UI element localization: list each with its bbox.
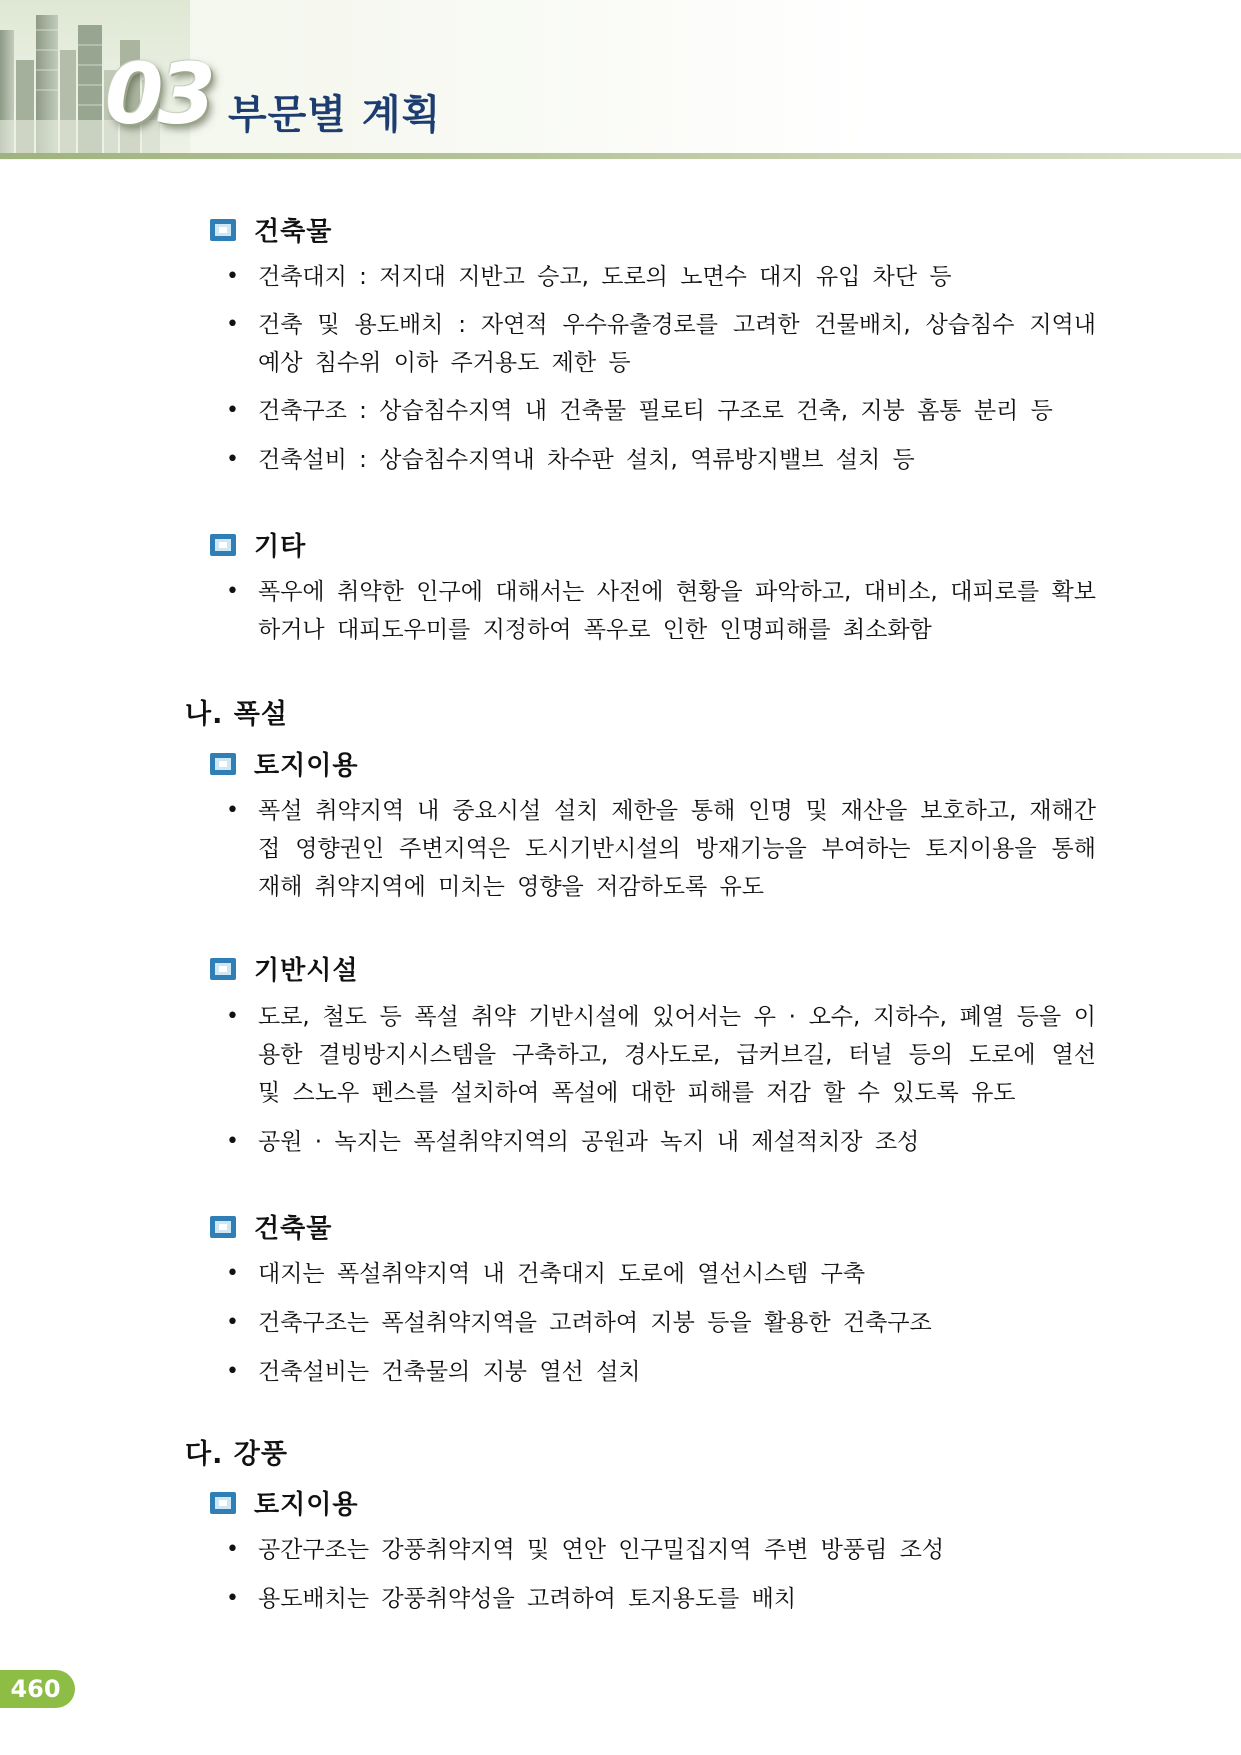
bullet-dot-icon: • (226, 1261, 239, 1286)
list-item: • 공원 · 녹지는 폭설취약지역의 공원과 녹지 내 제설적치장 조성 (226, 1123, 1096, 1161)
square-bullet-icon (210, 219, 236, 241)
bullet-dot-icon: • (226, 264, 239, 289)
list-item: • 용도배치는 강풍취약성을 고려하여 토지용도를 배치 (226, 1580, 1096, 1618)
bullet-dot-icon: • (226, 1310, 239, 1335)
bullet-dot-icon: • (226, 1359, 239, 1384)
square-bullet-icon (210, 1492, 236, 1514)
header-divider (0, 153, 1241, 159)
list-item: • 공간구조는 강풍취약지역 및 연안 인구밀집지역 주변 방풍림 조성 (226, 1531, 1096, 1569)
page-number: 460 (0, 1670, 75, 1708)
bullet-dot-icon: • (226, 1537, 239, 1562)
section-heading-heavy-snow: 나. 폭설 (185, 699, 288, 730)
list-item: • 폭설 취약지역 내 중요시설 설치 제한을 통해 인명 및 재산을 보호하고, 재해간접 영향권인 주변지역은 도시기반시설의 방재기능을 부여하는 토지이용을 통해 재해 취약지역에 미치는 영향을 저감하도록 유도 (226, 792, 1096, 906)
subheading-infrastructure: 기반시설 (210, 950, 358, 987)
subheading-building-snow: 건축물 (210, 1208, 332, 1245)
bullet-dot-icon: • (226, 398, 239, 423)
bullet-dot-icon: • (226, 447, 239, 472)
list-item: • 건축대지 : 저지대 지반고 승고, 도로의 노면수 대지 유입 차단 등 (226, 258, 1096, 296)
chapter-number: 03 (105, 45, 210, 143)
bullet-dot-icon: • (226, 1129, 239, 1154)
section-heading-strong-wind: 다. 강풍 (185, 1439, 288, 1470)
list-item: • 도로, 철도 등 폭설 취약 기반시설에 있어서는 우 · 오수, 지하수, 폐열 등을 이용한 결빙방지시스템을 구축하고, 경사도로, 급커브길, 터널 등의 도로에 열선 및 스노우 펜스를 설치하여 폭설에 대한 피해를 저감 할 수 있도록 유도 (226, 998, 1096, 1112)
bullet-dot-icon: • (226, 1004, 239, 1029)
list-item: • 건축설비 : 상습침수지역내 차수판 설치, 역류방지밸브 설치 등 (226, 441, 1096, 479)
list-item: • 건축 및 용도배치 : 자연적 우수유출경로를 고려한 건물배치, 상습침수 지역내 예상 침수위 이하 주거용도 제한 등 (226, 306, 1096, 382)
square-bullet-icon (210, 1216, 236, 1238)
list-item: • 건축설비는 건축물의 지붕 열선 설치 (226, 1353, 1096, 1391)
list-item: • 폭우에 취약한 인구에 대해서는 사전에 현황을 파악하고, 대비소, 대피로를 확보하거나 대피도우미를 지정하여 폭우로 인한 인명피해를 최소화함 (226, 573, 1096, 649)
bullet-dot-icon: • (226, 312, 239, 337)
list-item: • 건축구조 : 상습침수지역 내 건축물 필로티 구조로 건축, 지붕 홈통 분리 등 (226, 392, 1096, 430)
square-bullet-icon (210, 753, 236, 775)
subheading-land-use: 토지이용 (210, 745, 358, 782)
list-item: • 건축구조는 폭설취약지역을 고려하여 지붕 등을 활용한 건축구조 (226, 1304, 1096, 1342)
list-item: • 대지는 폭설취약지역 내 건축대지 도로에 열선시스템 구축 (226, 1255, 1096, 1293)
bullet-dot-icon: • (226, 579, 239, 604)
square-bullet-icon (210, 958, 236, 980)
chapter-title: 부문별 계획 (228, 92, 442, 138)
subheading-building: 건축물 (210, 211, 332, 248)
square-bullet-icon (210, 534, 236, 556)
bullet-dot-icon: • (226, 1586, 239, 1611)
page-header (0, 0, 1241, 160)
subheading-other: 기타 (210, 526, 306, 563)
subheading-land-use-wind: 토지이용 (210, 1484, 358, 1521)
bullet-dot-icon: • (226, 798, 239, 823)
